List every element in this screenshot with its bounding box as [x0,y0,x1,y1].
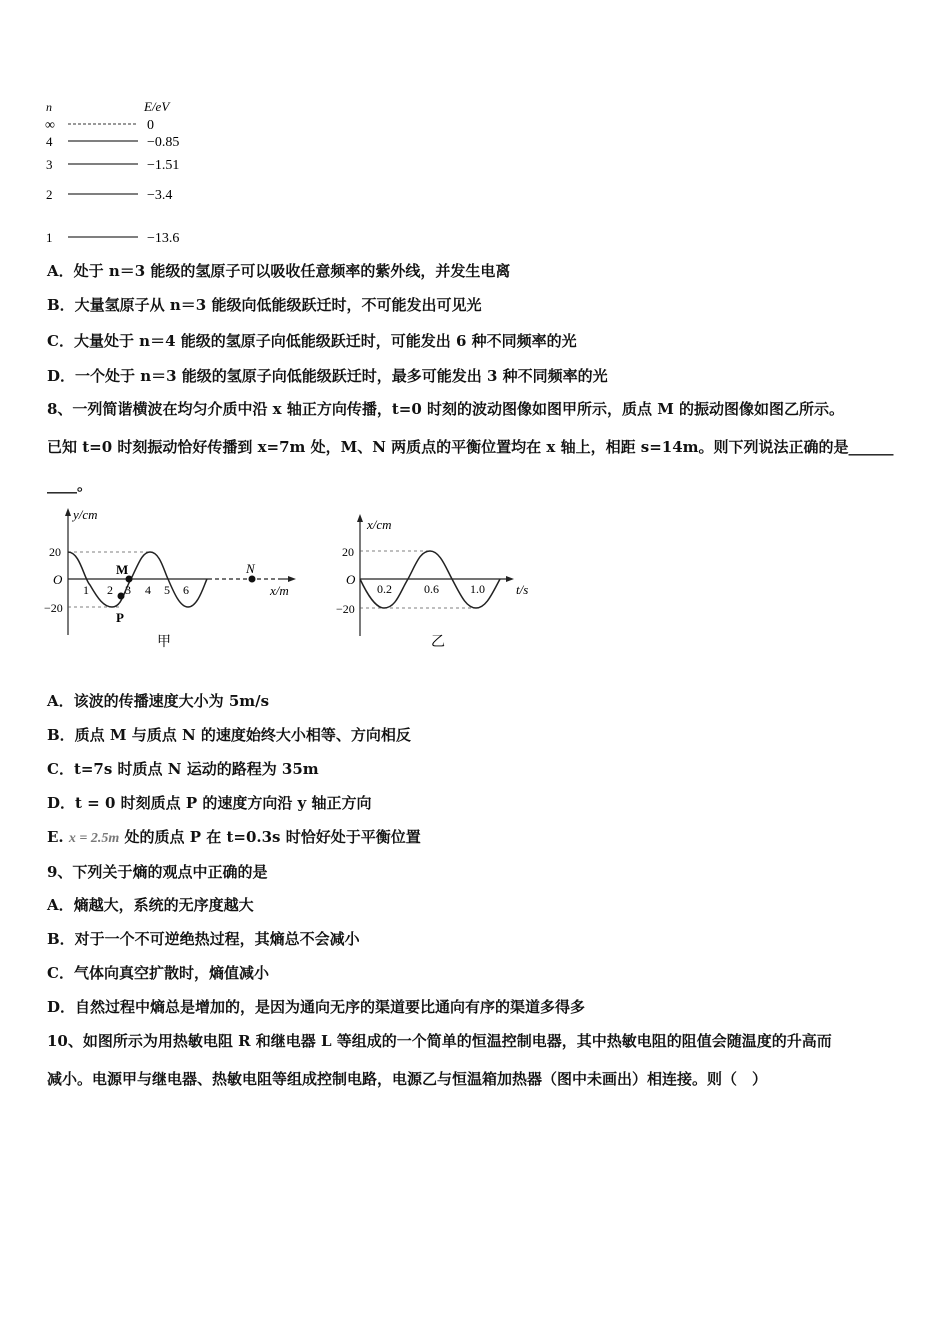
point-m-label: M [116,562,129,577]
y-tick-neg20: −20 [336,602,355,616]
vibration-graph-yi [330,512,550,655]
q9-option-c: C．气体向真空扩散时，熵值减小 [47,964,269,982]
x-tick: 0.2 [377,582,392,596]
x-axis-label: t/s [516,582,529,597]
q8-stem-line3: ____。 [47,476,93,494]
point-p [118,593,125,600]
q8-option-b: B．质点 M 与质点 N 的速度始终大小相等、方向相反 [47,726,411,744]
level-energy: 0 [147,118,154,133]
q8-option-a: A．该波的传播速度大小为 5m/s [47,692,270,710]
energy-level-diagram [40,95,200,250]
q9-option-d: D．自然过程中熵总是增加的，是因为通向无序的渠道要比通向有序的渠道多得多 [47,998,586,1016]
point-p-label: P [116,610,124,625]
point-n-label: N [246,561,255,576]
x-axis-arrow [506,576,514,582]
q10-stem-line1: 10、如图所示为用热敏电阻 R 和继电器 L 等组成的一个简单的恒温控制电器，其中热敏电阻的阻值会随温度的升高而 [47,1032,832,1050]
y-axis-label: y/cm [73,507,98,522]
y-axis-arrow [65,508,71,516]
figure-caption-yi: 乙 [431,635,445,650]
y-tick-neg20: −20 [44,601,63,615]
energy-axis-label: E/eV [144,99,170,114]
q7-option-d: D．一个处于 n＝3 能级的氢原子向低能级跃迁时，最多可能发出 3 种不同频率的光 [47,367,608,385]
q8-option-d: D．t = 0 时刻质点 P 的速度方向沿 y 轴正方向 [47,794,372,812]
point-n [249,576,256,583]
x-tick: 2 [107,583,113,597]
y-tick-20: 20 [49,545,61,559]
x-tick: 1 [83,583,89,597]
q9-stem: 9、下列关于熵的观点中正确的是 [47,863,268,881]
q10-stem-line2: 减小。电源甲与继电器、热敏电阻等组成控制电路，电源乙与恒温箱加热器（图中未画出）相连接。则（ ） [47,1070,768,1088]
n-axis-label: n [46,100,52,114]
level-n: ∞ [45,118,55,133]
q8-option-c: C．t=7s 时质点 N 运动的路程为 35m [47,760,319,778]
x-axis-arrow [288,576,296,582]
y-axis-arrow [357,514,363,522]
origin-label: O [53,572,63,587]
q9-option-a: A．熵越大，系统的无序度越大 [47,896,254,914]
option-e-prefix: E. [47,828,64,846]
level-energy: −1.51 [147,158,180,173]
level-n: 3 [46,157,53,172]
option-e-formula: x = 2.5m [68,831,120,846]
level-n: 2 [46,187,53,202]
y-axis-label: x/cm [367,517,392,532]
option-e-text: 处的质点 P 在 t=0.3s 时恰好处于平衡位置 [124,828,421,846]
q7-option-a: A．处于 n＝3 能级的氢原子可以吸收任意频率的紫外线，并发生电离 [47,262,511,280]
q8-stem-line1: 8、一列简谐横波在均匀介质中沿 x 轴正方向传播，t=0 时刻的波动图像如图甲所示，质点 M 的振动图像如图乙所示。 [47,400,845,418]
level-n: 1 [46,230,53,245]
level-energy: −13.6 [147,231,180,246]
q8-option-e [47,827,421,849]
q7-option-c: C．大量处于 n＝4 能级的氢原子向低能级跃迁时，可能发出 6 种不同频率的光 [47,332,577,350]
x-tick: 6 [183,583,189,597]
origin-label: O [346,572,356,587]
wave-graph-jia [40,505,310,655]
x-axis-label: x/m [270,583,289,598]
q8-stem-line2: 已知 t=0 时刻振动恰好传播到 x=7m 处，M、N 两质点的平衡位置均在 x 轴上，相距 s=14m。则下列说法正确的是______ [47,438,894,456]
x-tick: 5 [164,583,170,597]
x-tick: 1.0 [470,582,485,596]
x-tick: 4 [145,583,151,597]
y-tick-20: 20 [342,545,354,559]
level-energy: −3.4 [147,188,173,203]
level-n: 4 [46,134,53,149]
q7-option-b: B．大量氢原子从 n＝3 能级向低能级跃迁时，不可能发出可见光 [47,296,482,314]
figure-caption-jia: 甲 [157,635,171,650]
level-energy: −0.85 [147,135,180,150]
x-tick: 0.6 [424,582,439,596]
q9-option-b: B．对于一个不可逆绝热过程，其熵总不会减小 [47,930,360,948]
x-tick: 3 [125,583,131,597]
